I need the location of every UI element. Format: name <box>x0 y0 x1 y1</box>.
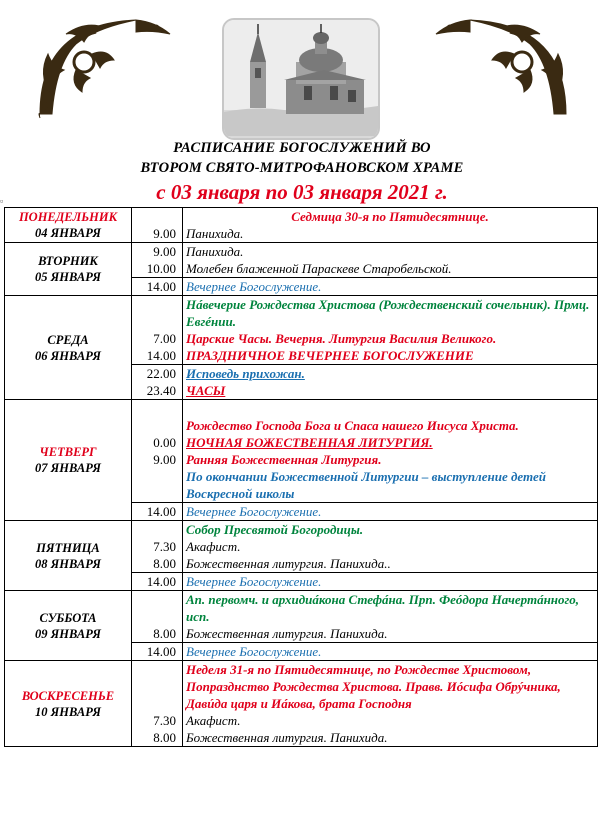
event-text: Акафист. <box>186 713 241 728</box>
event-text: Ранняя Божественная Литургия. <box>186 452 382 467</box>
time-cell: 14.00 <box>132 278 183 296</box>
table-row <box>5 243 598 278</box>
time-cell: 14.00 <box>132 573 183 591</box>
event-text: Панихида. <box>186 226 244 241</box>
page-title-line2: ВТОРОМ СВЯТО-МИТРОФАНОВСКОМ ХРАМЕ <box>140 160 464 176</box>
feast-title: Рождество Господа Бога и Спаса нашего Иисуса Христа. <box>186 418 519 433</box>
event-text: Божественная литургия. Панихида. <box>186 626 388 641</box>
feast-title-part: по Рождестве Христовом, Попразднство Рождества Христова. Правв. Иóсифа Обрýчника, Давúда царя и Иáкова, брата Господня <box>186 662 561 711</box>
day-cell <box>5 400 132 521</box>
feast-title <box>186 661 594 712</box>
schedule-table <box>4 207 598 747</box>
event-text: Панихида. <box>186 244 244 259</box>
table-row <box>5 591 598 643</box>
time-cell: 14.00 <box>132 503 183 521</box>
ornament-corner-icon <box>36 14 176 119</box>
event-text: Акафист. <box>186 539 241 554</box>
event-cell <box>183 365 598 400</box>
event-text: ПРАЗДНИЧНОЕ ВЕЧЕРНЕЕ БОГОСЛУЖЕНИЕ <box>186 348 474 363</box>
weekday-label: СУББОТА <box>39 610 97 625</box>
table-row <box>5 400 598 503</box>
feast-title: Нáвечерие Рождества Христова (Рождественский сочельник). Прмц. Евгéнии. <box>186 297 590 329</box>
event-cell <box>183 296 598 365</box>
event-cell <box>183 521 598 573</box>
table-row <box>5 521 598 573</box>
time-cell: 0.00 9.00 <box>132 400 183 503</box>
date-label: 08 ЯНВАРЯ <box>35 556 101 571</box>
time-cell: 22.00 23.40 <box>132 365 183 400</box>
time-cell: 7.30 8.00 <box>132 661 183 747</box>
table-row <box>5 661 598 747</box>
time-cell: 7.00 14.00 <box>132 296 183 365</box>
day-cell <box>5 521 132 591</box>
feast-title: Ап. первомч. и архидиáкона Стефáна. Прп. Феóдора Начертáнного, исп. <box>186 592 580 624</box>
event-text: Вечернее Богослужение. <box>183 573 598 591</box>
date-label: 06 ЯНВАРЯ <box>35 348 101 363</box>
date-label: 05 ЯНВАРЯ <box>35 270 101 284</box>
time-cell: 9.00 10.00 <box>132 243 183 278</box>
weekday-label: ЧЕТВЕРГ <box>39 445 97 459</box>
event-cell <box>183 661 598 747</box>
event-text: Божественная литургия. Панихида.. <box>186 556 391 571</box>
table-row <box>5 208 598 243</box>
time-cell: 7.30 8.00 <box>132 521 183 573</box>
date-label: 04 ЯНВАРЯ <box>35 226 101 240</box>
page-title-line1: РАСПИСАНИЕ БОГОСЛУЖЕНИЙ ВО <box>173 140 431 156</box>
weekday-label: ВОСКРЕСЕНЬЕ <box>21 688 115 703</box>
event-text: Вечернее Богослужение. <box>183 643 598 661</box>
table-anchor-icon: ▫ <box>0 196 4 206</box>
event-cell <box>183 400 598 503</box>
weekday-label: СРЕДА <box>47 332 89 347</box>
day-cell <box>5 296 132 400</box>
time-cell: 14.00 <box>132 643 183 661</box>
day-cell <box>5 208 132 243</box>
date-label: 07 ЯНВАРЯ <box>35 461 101 475</box>
day-cell <box>5 243 132 296</box>
event-cell <box>183 208 598 243</box>
day-cell <box>5 591 132 661</box>
feast-title-part: Неделя 31-я по Пятидесятнице, <box>186 662 374 677</box>
time-cell: 9.00 <box>132 208 183 243</box>
time-cell: 8.00 <box>132 591 183 643</box>
weekday-label: ВТОРНИК <box>38 254 98 268</box>
event-text: Царские Часы. Вечерня. Литургия Василия Великого. <box>186 331 497 346</box>
weekday-label: ПЯТНИЦА <box>36 540 100 555</box>
event-text: Божественная литургия. Панихида. <box>186 730 388 745</box>
event-text: НОЧНАЯ БОЖЕСТВЕННАЯ ЛИТУРГИЯ. <box>186 435 433 450</box>
day-cell <box>5 661 132 747</box>
date-label: 09 ЯНВАРЯ <box>35 626 101 641</box>
ornament-corner-icon <box>430 14 570 119</box>
event-text: Исповедь прихожан. <box>186 366 305 381</box>
event-text: ЧАСЫ <box>186 383 226 398</box>
event-text: По окончании Божественной Литургии – выступление детей Воскресной школы <box>186 469 546 501</box>
feast-title: Седмица 30-я по Пятидесятнице. <box>291 209 489 224</box>
event-text: Вечернее Богослужение. <box>183 278 598 296</box>
event-text: Молебен блаженной Параскеве Старобельской. <box>186 261 452 276</box>
church-photo <box>222 18 380 140</box>
feast-title: Собор Пресвятой Богородицы. <box>186 522 364 537</box>
date-label: 10 ЯНВАРЯ <box>35 704 101 719</box>
event-text: Вечернее Богослужение. <box>183 503 598 521</box>
table-row <box>5 296 598 365</box>
event-cell <box>183 243 598 278</box>
date-range: с 03 января по 03 января 2021 г. <box>156 180 448 204</box>
weekday-label: ПОНЕДЕЛЬНИК <box>18 210 118 224</box>
event-cell <box>183 591 598 643</box>
